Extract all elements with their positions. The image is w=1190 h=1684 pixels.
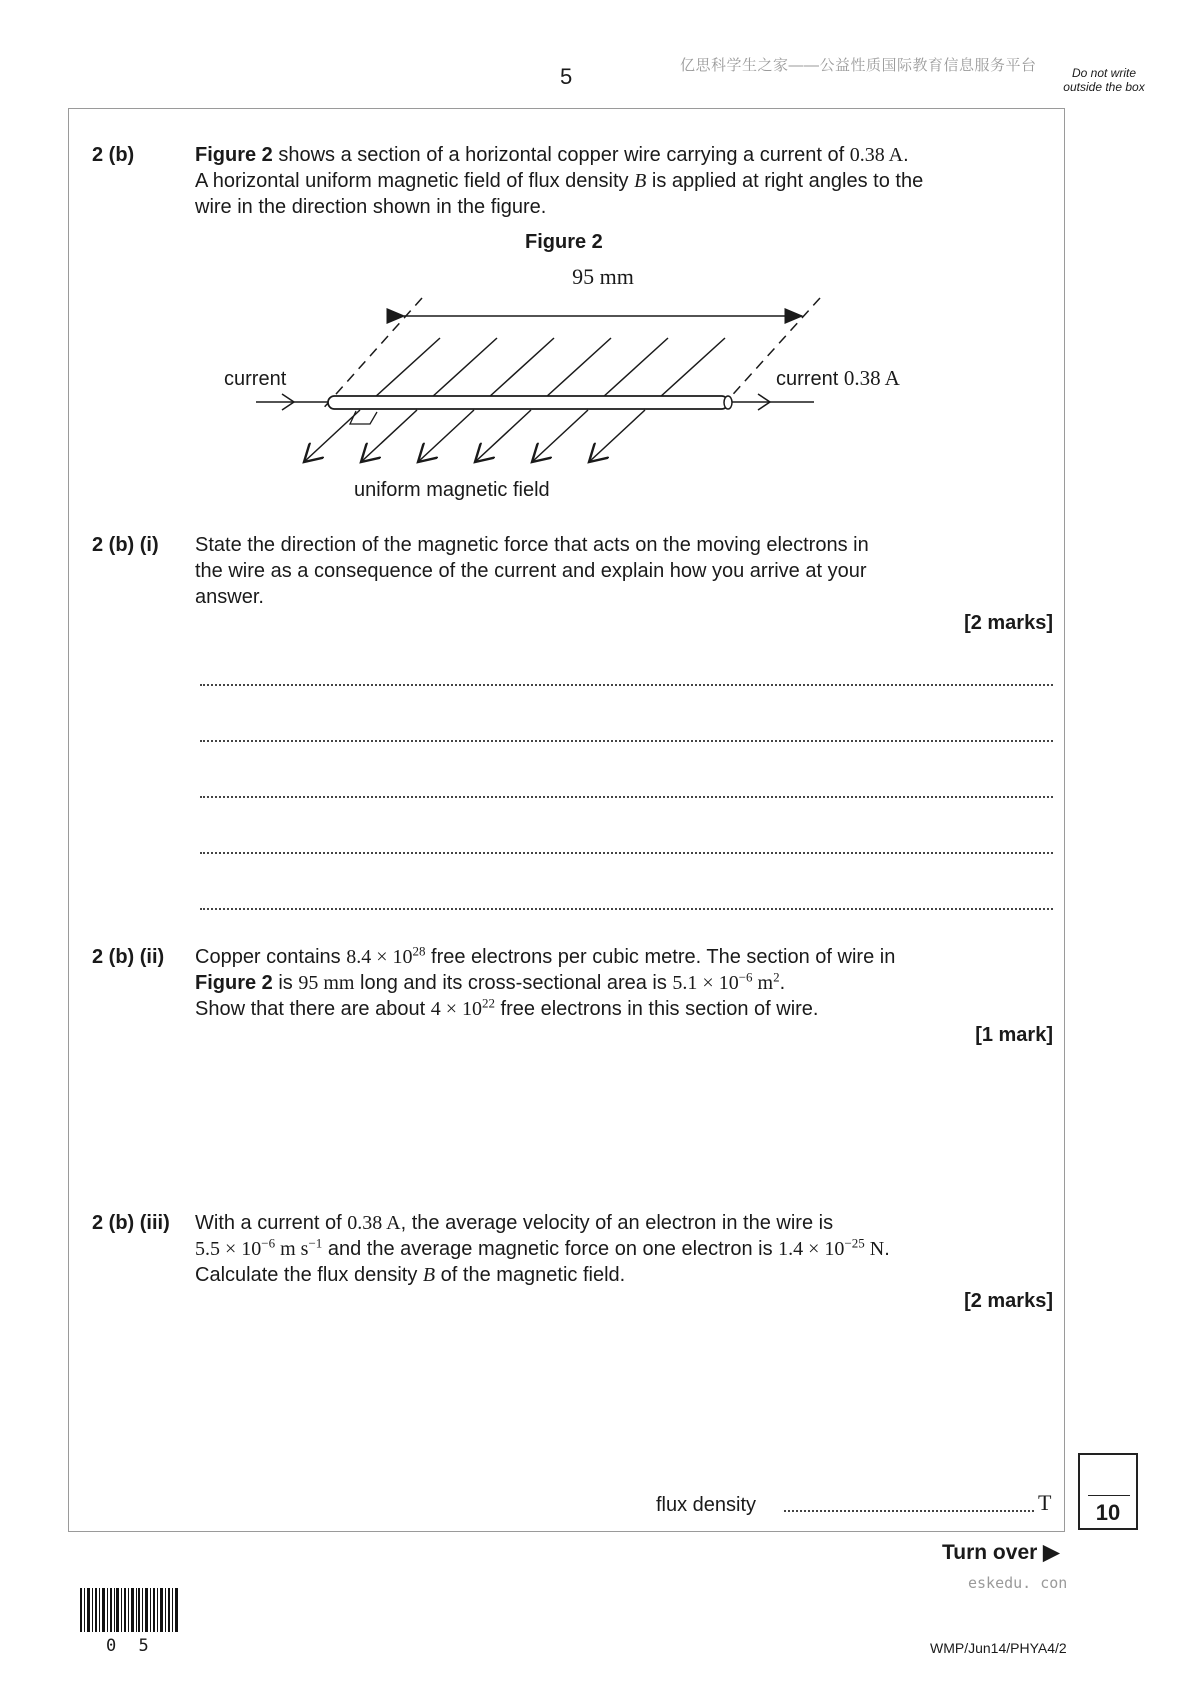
score-box-line <box>1088 1495 1130 1496</box>
margin-note: Do not write outside the box <box>1063 66 1145 94</box>
marks-2bii: [1 mark] <box>975 1024 1053 1046</box>
question-2biii-text: With a current of 0.38 A, the average velocity of an electron in the wire is $5.5 \times 10^{-6}$ m $s^{-1}$ and the average magnetic force on one electron is $1.4 \times 10^{-25}$ N. Calculate the flux density B of the magnetic field. <box>195 1212 890 1286</box>
question-2bi-text: State the direction of the magnetic force that acts on the moving electrons in the wire as a consequence of the current and explain how you arrive at your answer. <box>195 534 869 608</box>
copper-wire <box>328 396 728 409</box>
length-label: 95 mm <box>572 264 634 289</box>
barcode-digits: 0 5 <box>106 1636 155 1656</box>
question-2bii-text: Copper contains $8.4 \times 10^{28}$ free electrons per cubic metre. The section of wire in Figure 2 is 95 mm long and its cross-sectional area is $5.1 \times 10^{-6}$ $m^2$. Show that there are about $4 \times 10^{22}$ free electrons in this section of wire. <box>195 943 896 1020</box>
flux-density-unit: T <box>1038 1490 1052 1515</box>
flux-density-label: flux density <box>656 1494 757 1516</box>
marks-2biii: [2 marks] <box>964 1290 1053 1312</box>
watermark-footer: eskedu. con <box>968 1574 1068 1592</box>
score-total: 10 <box>1095 1500 1121 1525</box>
question-2b-text: Figure 2 shows a section of a horizontal copper wire carrying a current of 0.38 A. A horizontal uniform magnetic field of flux density B is applied at right angles to the wire in the direction shown in the figure. <box>195 144 924 218</box>
answer-line-5[interactable] <box>200 908 1053 910</box>
answer-line-3[interactable] <box>200 796 1053 798</box>
label-magnetic-field: uniform magnetic field <box>354 479 550 501</box>
answer-line-2[interactable] <box>200 740 1053 742</box>
question-label-2bi: 2 (b) (i) <box>92 534 159 556</box>
field-lines-upper <box>374 338 725 398</box>
page-number: 5 <box>560 64 573 89</box>
barcode-icon <box>80 1588 180 1634</box>
figure-2-diagram <box>220 262 940 502</box>
working-area-2bii[interactable] <box>195 1060 1035 1210</box>
working-area-2biii[interactable] <box>195 1326 1035 1476</box>
marks-2bi: [2 marks] <box>964 612 1053 634</box>
boundary-left <box>320 298 422 412</box>
figure-reference: Figure 2 <box>195 144 273 166</box>
flux-density-answer-line[interactable] <box>784 1510 1034 1512</box>
question-label-2biii: 2 (b) (iii) <box>92 1212 170 1234</box>
answer-line-4[interactable] <box>200 852 1053 854</box>
watermark-header: 亿思科学生之家——公益性质国际教育信息服务平台 <box>680 57 1037 74</box>
field-lines-lower <box>304 410 645 462</box>
turn-over: Turn over ▶ <box>942 1541 1060 1564</box>
question-label-2bii: 2 (b) (ii) <box>92 946 165 968</box>
answer-line-1[interactable] <box>200 684 1053 686</box>
paper-code: WMP/Jun14/PHYA4/2 <box>930 1640 1067 1656</box>
label-current-left: current <box>224 368 287 390</box>
question-label-2b: 2 (b) <box>92 144 135 166</box>
figure-title: Figure 2 <box>525 231 603 253</box>
label-current-right: current 0.38 A <box>776 366 900 390</box>
right-angle-marker <box>350 411 377 424</box>
